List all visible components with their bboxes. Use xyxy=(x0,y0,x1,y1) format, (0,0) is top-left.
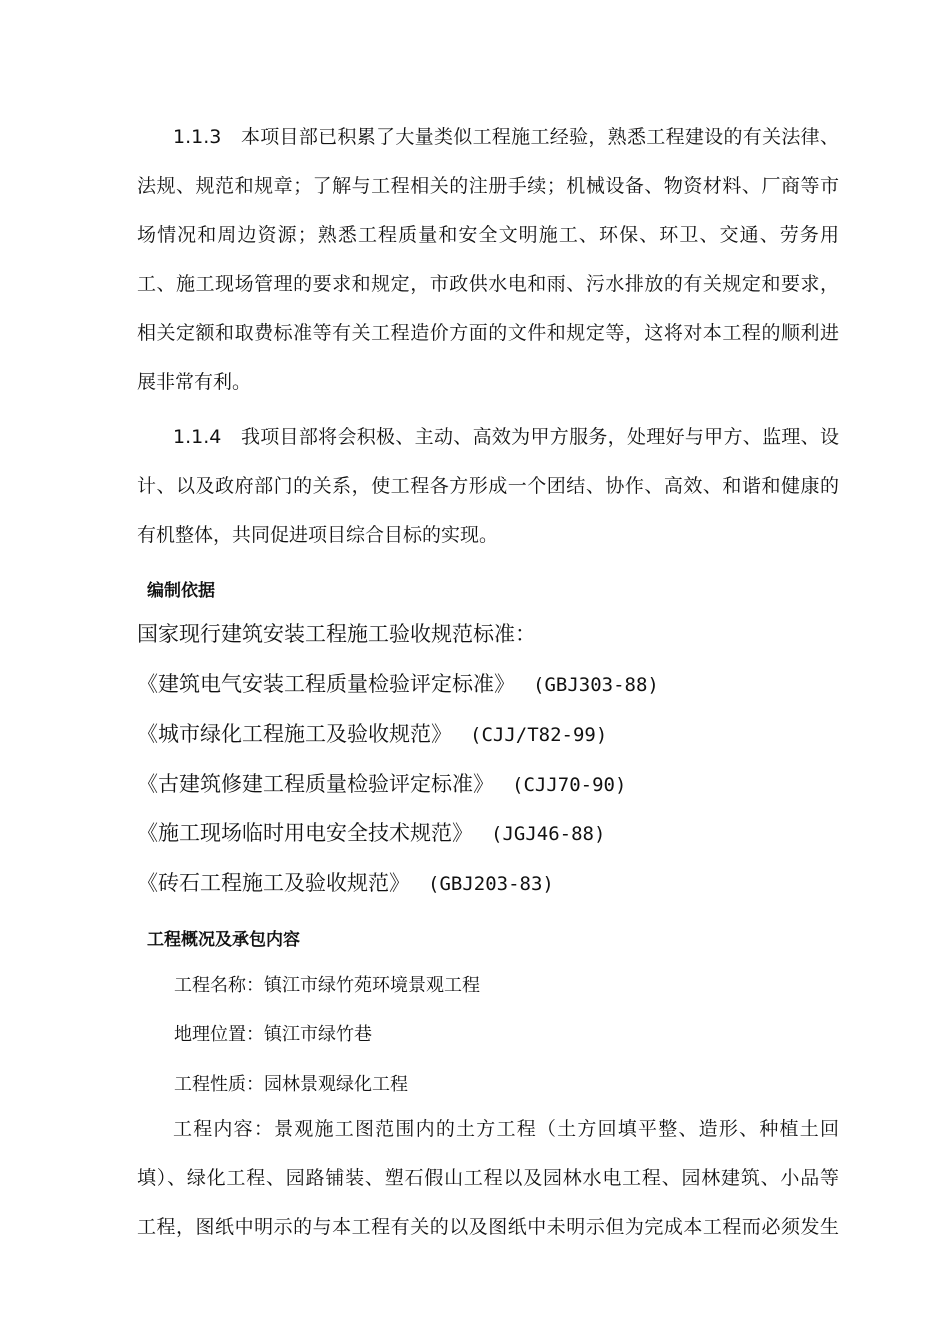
content-line: 填）、绿化工程、园路铺装、塑石假山工程以及园林水电工程、园林建筑、小品等 xyxy=(137,1167,839,1189)
basis-intro: 国家现行建筑安装工程施工验收规范标准： xyxy=(137,622,536,646)
paragraph-line: 展非常有利。 xyxy=(137,371,252,393)
standard-title: 《砖石工程施工及验收规范》 xyxy=(137,871,410,895)
project-nature: 工程性质：园林景观绿化工程 xyxy=(174,1074,408,1095)
paragraph-line: 1.1.4 我项目部将会积极、主动、高效为甲方服务，处理好与甲方、监理、设 xyxy=(173,426,839,448)
paragraph-1-1-3 xyxy=(137,113,839,407)
paragraph-line: 法规、规范和规章；了解与工程相关的注册手续；机械设备、物资材料、厂商等市 xyxy=(137,175,839,197)
project-content xyxy=(137,1105,839,1252)
content-line: 工程，图纸中明示的与本工程有关的以及图纸中未明示但为完成本工程而必须发生 xyxy=(137,1216,839,1238)
paragraph-line: 相关定额和取费标准等有关工程造价方面的文件和规定等，这将对本工程的顺利进 xyxy=(137,322,839,344)
standard-title: 《建筑电气安装工程质量检验评定标准》 xyxy=(137,672,515,696)
standard-title: 《城市绿化工程施工及验收规范》 xyxy=(137,722,452,746)
project-location: 地理位置：镇江市绿竹巷 xyxy=(174,1024,372,1045)
paragraph-line: 1.1.3 本项目部已积累了大量类似工程施工经验，熟悉工程建设的有关法律、 xyxy=(173,126,839,148)
standard-code: (CJJ70-90) xyxy=(512,774,627,796)
paragraph-line: 场情况和周边资源；熟悉工程质量和安全文明施工、环保、环卫、交通、劳务用 xyxy=(137,224,839,246)
standard-code: (CJJ/T82-99) xyxy=(470,724,608,746)
paragraph-line: 计、以及政府部门的关系，使工程各方形成一个团结、协作、高效、和谐和健康的 xyxy=(137,475,839,497)
paragraph-line: 工、施工现场管理的要求和规定，市政供水电和雨、污水排放的有关规定和要求， xyxy=(137,273,839,295)
standard-item xyxy=(137,659,659,709)
standard-item xyxy=(137,858,554,908)
standard-title: 《古建筑修建工程质量检验评定标准》 xyxy=(137,772,494,796)
paragraph-line: 有机整体，共同促进项目综合目标的实现。 xyxy=(137,524,499,546)
standard-item xyxy=(137,759,626,809)
section-heading-basis: 编制依据 xyxy=(147,581,215,601)
standard-code: (GBJ203-83) xyxy=(428,873,554,895)
project-name: 工程名称：镇江市绿竹苑环境景观工程 xyxy=(174,975,480,996)
section-heading-overview: 工程概况及承包内容 xyxy=(147,930,300,950)
standard-code: (GBJ303-88) xyxy=(533,674,659,696)
standard-item xyxy=(137,808,605,858)
standard-code: (JGJ46-88) xyxy=(491,823,606,845)
content-line: 工程内容：景观施工图范围内的土方工程（土方回填平整、造形、种植土回 xyxy=(173,1118,839,1140)
standard-item xyxy=(137,709,607,759)
paragraph-1-1-4 xyxy=(137,413,839,560)
standard-title: 《施工现场临时用电安全技术规范》 xyxy=(137,821,473,845)
